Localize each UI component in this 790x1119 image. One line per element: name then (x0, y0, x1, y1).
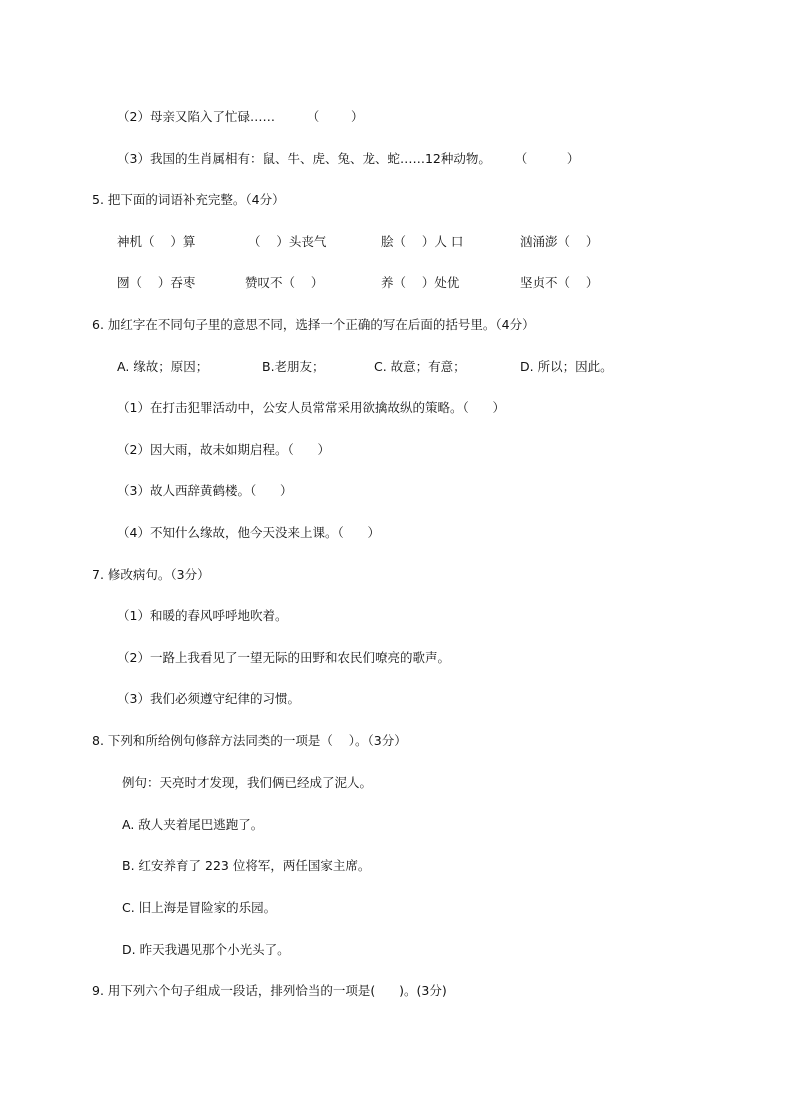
q8-option-a: A. 敌人夹着尾巴逃跑了。 (122, 817, 264, 832)
q5-blank-item: 赞叹不（ ） (245, 275, 324, 290)
q6-option-b: B.老朋友； (262, 359, 325, 374)
q8-option-b: B. 红安养育了 223 位将军，两任国家主席。 (122, 858, 371, 873)
q7-item-2: （2）一路上我看见了一望无际的田野和农民们嘹亮的歌声。 (117, 650, 450, 665)
q7-item-1: （1）和暖的春风呼呼地吹着。 (117, 608, 288, 623)
q5-title: 5. 把下面的词语补充完整。（4分） (92, 192, 285, 207)
q9-title: 9. 用下列六个句子组成一段话，排列恰当的一项是( )。(3分) (92, 983, 447, 998)
q8-option-c: C. 旧上海是冒险家的乐园。 (122, 900, 277, 915)
q5-blank-item: 神机（ ）算 (117, 234, 196, 249)
q5-blank-item: 养（ ）处优 (381, 275, 460, 290)
q8-title: 8. 下列和所给例句修辞方法同类的一项是（ ）。（3分） (92, 733, 407, 748)
q5-blank-item: 脍（ ）人 口 (381, 234, 464, 249)
q5-blank-item: 坚贞不（ ） (520, 275, 599, 290)
q7-item-3: （3）我们必须遵守纪律的习惯。 (117, 691, 300, 706)
q5-blank-item: 囫（ ）吞枣 (117, 275, 196, 290)
q4-item-2: （2）母亲又陷入了忙碌…… （ ） (117, 109, 364, 124)
q7-title: 7. 修改病句。（3分） (92, 567, 210, 582)
q6-item-1: （1）在打击犯罪活动中，公安人员常常采用欲擒故纵的策略。（ ） (117, 400, 506, 415)
q6-item-2: （2）因大雨，故未如期启程。（ ） (117, 442, 331, 457)
q5-blank-item: 汹涌澎（ ） (520, 234, 599, 249)
q6-title: 6. 加红字在不同句子里的意思不同，选择一个正确的写在后面的括号里。（4分） (92, 317, 535, 332)
q6-item-4: （4）不知什么缘故，他今天没来上课。（ ） (117, 525, 381, 540)
q4-item-3: （3）我国的生肖属相有：鼠、牛、虎、兔、龙、蛇……12种动物。 （ ） (117, 151, 580, 166)
q8-example: 例句：天亮时才发现，我们俩已经成了泥人。 (122, 775, 373, 790)
q6-option-c: C. 故意；有意； (374, 359, 466, 374)
q5-blank-item: （ ）头丧气 (248, 234, 327, 249)
q6-item-3: （3）故人西辞黄鹤楼。（ ） (117, 483, 293, 498)
q6-option-d: D. 所以；因此。 (520, 359, 613, 374)
q6-option-a: A. 缘故；原因； (117, 359, 209, 374)
q8-option-d: D. 昨天我遇见那个小光头了。 (122, 942, 290, 957)
